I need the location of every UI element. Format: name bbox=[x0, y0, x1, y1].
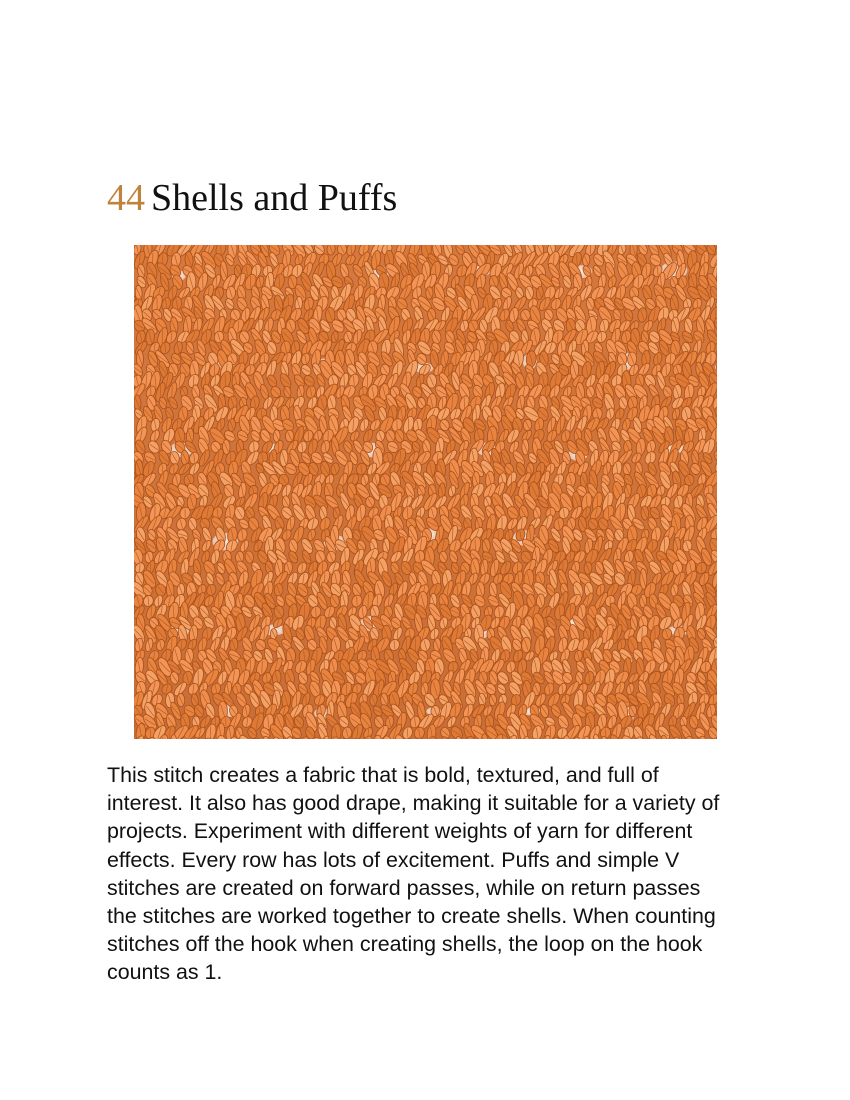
pattern-heading bbox=[107, 176, 397, 220]
stitch-photo bbox=[134, 245, 717, 739]
pattern-title: Shells and Puffs bbox=[151, 177, 398, 219]
crochet-swatch-image bbox=[134, 245, 717, 739]
pattern-description: This stitch creates a fabric that is bold, textured, and full of interest. It also has good drape, making it suitable for a variety of projects. Experiment with different weights of yarn for different effects. Every row has lots of excitement. Puffs and simple V stitches are created on forward passes, while on return passes the stitches are worked together to create shells. When counting stitches off the hook when creating shells, the loop on the hook counts as 1. bbox=[107, 763, 720, 985]
pattern-number: 44 bbox=[107, 177, 145, 219]
